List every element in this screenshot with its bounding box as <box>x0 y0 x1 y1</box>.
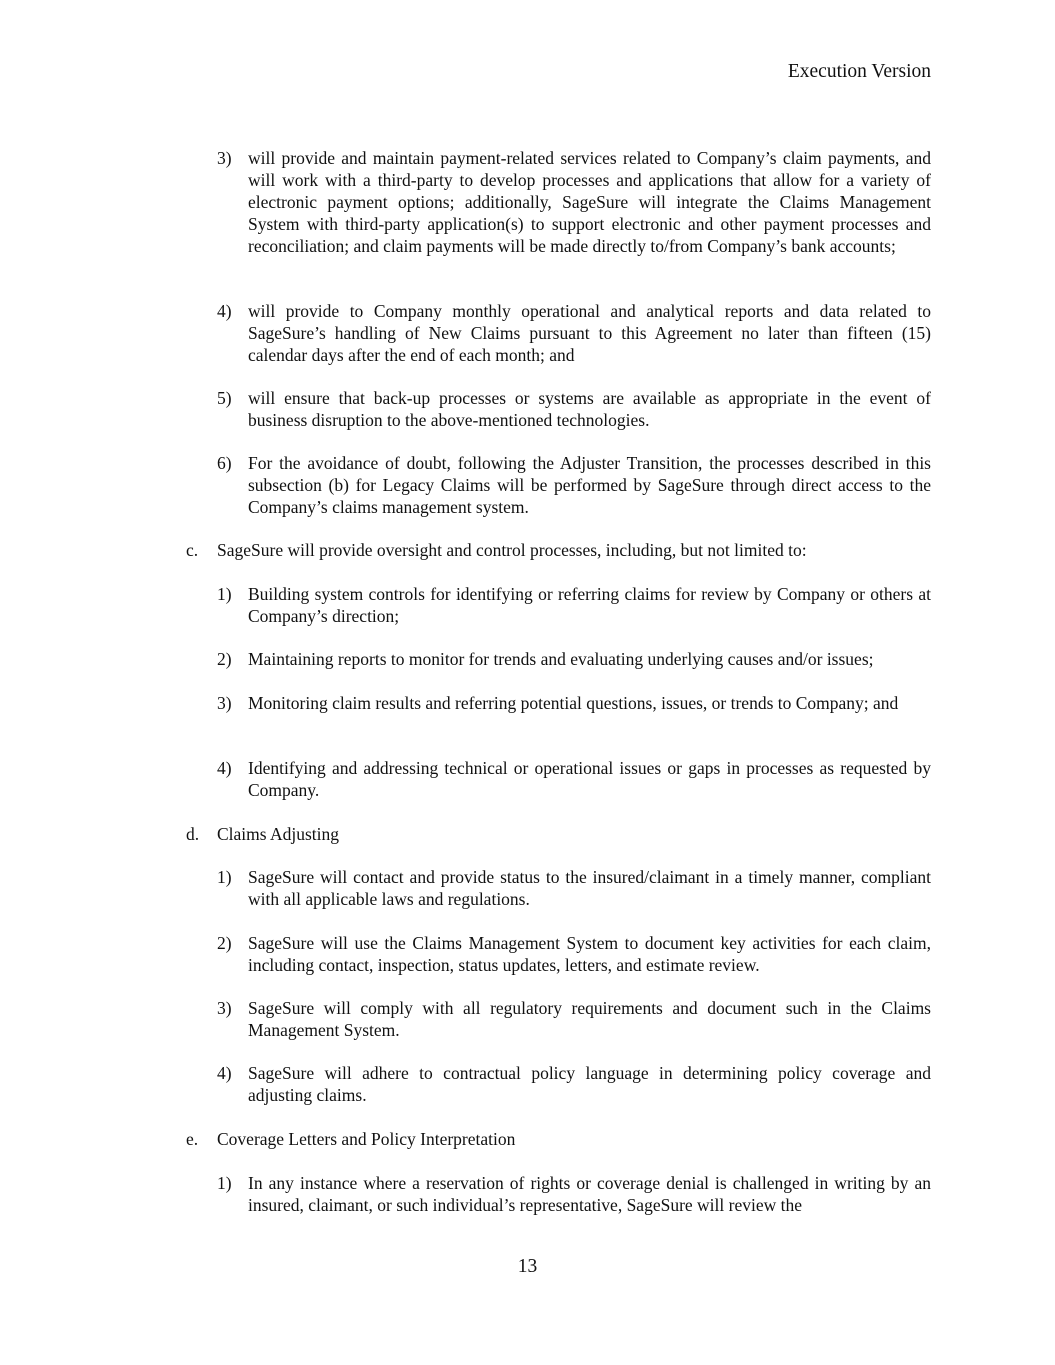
list-item-d-4 <box>217 1062 931 1106</box>
list-item-d-2 <box>217 932 931 976</box>
list-item-c-3 <box>217 692 931 714</box>
section-heading-text: SageSure will provide oversight and control processes, including, but not limited to: <box>217 540 807 560</box>
section-e-heading <box>186 1128 931 1150</box>
list-item-text: Identifying and addressing technical or operational issues or gaps in processes as requested by Company. <box>248 758 931 800</box>
list-item-text: will provide to Company monthly operational and analytical reports and data related to SageSure’s handling of New Claims pursuant to this Agreement no later than fifteen (15) calendar days after the end of each month; and <box>248 301 931 365</box>
list-marker: 2) <box>217 649 232 669</box>
list-item-b-4 <box>217 300 931 366</box>
section-d-heading <box>186 823 931 845</box>
list-item-text: will ensure that back-up processes or systems are available as appropriate in the event of business disruption to the above-mentioned technologies. <box>248 388 931 430</box>
list-marker: 4) <box>217 1063 232 1083</box>
list-item-c-2 <box>217 648 931 670</box>
section-marker: c. <box>186 540 199 560</box>
list-item-text: Building system controls for identifying or referring claims for review by Company or others at Company’s direction; <box>248 584 931 626</box>
list-marker: 2) <box>217 933 232 953</box>
section-c-heading <box>186 539 931 561</box>
list-item-b-6 <box>217 452 931 518</box>
list-marker: 3) <box>217 148 232 168</box>
list-item-e-1 <box>217 1172 931 1216</box>
list-item-c-1 <box>217 583 931 627</box>
list-item-d-1 <box>217 866 931 910</box>
section-marker: d. <box>186 824 200 844</box>
page-number: 13 <box>517 1256 538 1277</box>
list-marker: 1) <box>217 1173 232 1193</box>
list-item-text: SageSure will use the Claims Management System to document key activities for each claim, including contact, inspection, status updates, letters, and estimate review. <box>248 933 931 975</box>
list-marker: 4) <box>217 758 232 778</box>
execution-version-header: Execution Version <box>787 61 931 82</box>
list-marker: 5) <box>217 388 232 408</box>
list-marker: 3) <box>217 693 232 713</box>
list-item-text: Maintaining reports to monitor for trends and evaluating underlying causes and/or issues; <box>248 649 874 669</box>
list-item-b-5 <box>217 387 931 431</box>
list-marker: 4) <box>217 301 232 321</box>
list-item-c-4 <box>217 757 931 801</box>
list-marker: 1) <box>217 867 232 887</box>
list-item-d-3 <box>217 997 931 1041</box>
list-item-text: SageSure will contact and provide status to the insured/claimant in a timely manner, compliant with all applicable laws and regulations. <box>248 867 931 909</box>
list-item-text: Monitoring claim results and referring potential questions, issues, or trends to Company; and <box>248 693 899 713</box>
list-item-text: SageSure will adhere to contractual policy language in determining policy coverage and adjusting claims. <box>248 1063 931 1105</box>
list-item-text: SageSure will comply with all regulatory requirements and document such in the Claims Management System. <box>248 998 931 1040</box>
list-item-text: In any instance where a reservation of rights or coverage denial is challenged in writing by an insured, claimant, or such individual’s representative, SageSure will review the <box>248 1173 931 1215</box>
section-marker: e. <box>186 1129 199 1149</box>
list-item-text: will provide and maintain payment-related services related to Company’s claim payments, and will work with a third-party to develop processes and applications that allow for a variety of electronic payment options; additionally, SageSure will integrate the Claims Management System with third-party application(s) to support electronic and other payment processes and reconciliation; and claim payments will be made directly to/from Company’s bank accounts; <box>248 148 931 256</box>
list-marker: 3) <box>217 998 232 1018</box>
list-item-b-3 <box>217 147 931 257</box>
list-item-text: For the avoidance of doubt, following the Adjuster Transition, the processes described in this subsection (b) for Legacy Claims will be performed by SageSure through direct access to the Company’s claims management system. <box>248 453 931 517</box>
section-heading-text: Claims Adjusting <box>217 824 340 844</box>
list-marker: 6) <box>217 453 232 473</box>
list-marker: 1) <box>217 584 232 604</box>
section-heading-text: Coverage Letters and Policy Interpretation <box>217 1129 516 1149</box>
